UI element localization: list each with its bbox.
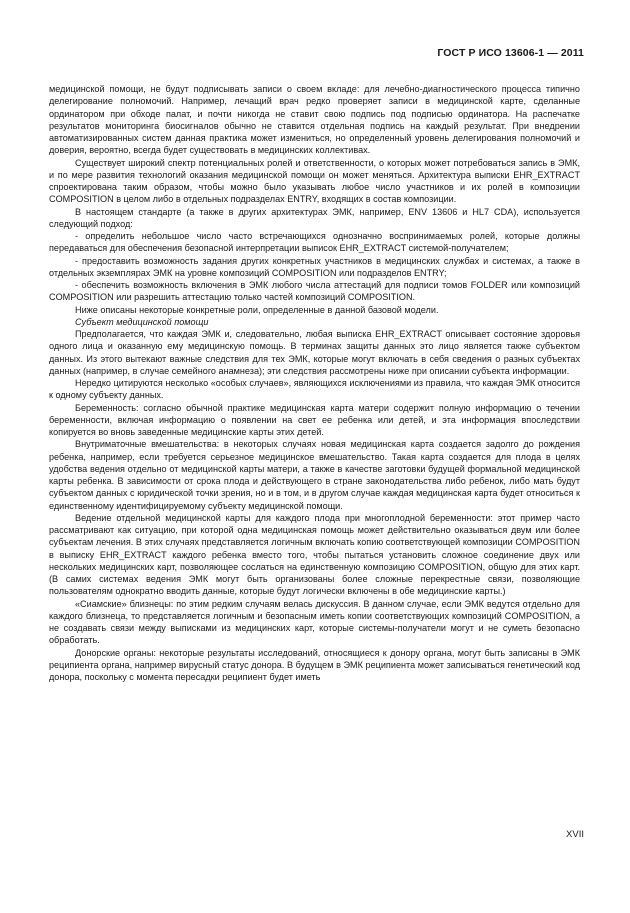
list-item: - определить небольшое число часто встречающихся однозначно воспринимаемых ролей, которые должны передаваться для обеспечения безопасной интерпретации выписок EHR_EXTRACT системой-получателем; bbox=[49, 231, 580, 254]
body-text bbox=[49, 83, 580, 683]
paragraph: Донорские органы: некоторые результаты исследований, относящиеся к донору органа, могут быть записаны в ЭМК реципиента органа, например вирусный статус донора. В будущем в ЭМК реципиента может записываться генетический код донора, поскольку с момента пересадки реципиент будет иметь bbox=[49, 647, 580, 682]
list-item: - обеспечить возможность включения в ЭМК любого числа аттестаций для подписи томов FOLDER или композиций COMPOSITION или разрешить аттестацию только частей композиций COMPOSITION. bbox=[49, 280, 580, 303]
paragraph: Существует широкий спектр потенциальных ролей и ответственности, о которых может потребоваться запись в ЭМК, и по мере развития технологий оказания медицинской помощи он может меняться. Архитектура выписки EHR_EXTRACT спроектирована таким образом, чтобы можно было указывать любое число участников и их ролей в композиции COMPOSITION в целом либо в отдельных подразделах ENTRY, входящих в состав композиции. bbox=[49, 157, 580, 205]
paragraph: Внутриматочные вмешательства: в некоторых случаях новая медицинская карта создается задолго до рождения ребенка, например, если требуется серьезное медицинское вмешательство. Такая карта создается для плода в целях удобства ведения отдельно от медицинской карты матери, а также в качестве заготовки будущей формальной медицинской карты ребенка. В зависимости от срока плода и действующего в стране законодательства либо ребенок, либо мать будут субъектом данных с юридической точки зрения, но и в том, и в другом случае каждая медицинская карта будет относиться к единственному идентифицируемому субъекту медицинской помощи. bbox=[49, 439, 580, 511]
list-item: - предоставить возможность задания других конкретных участников в медицинских службах и системах, а также в отдельных экземплярах ЭМК на уровне композиций COMPOSITION или подразделов ENTRY; bbox=[49, 255, 580, 278]
paragraph: Нередко цитируются несколько «особых случаев», являющихся исключениями из правила, что каждая ЭМК относится к одному субъекту данных. bbox=[49, 378, 580, 401]
paragraph: «Сиамские» близнецы: по этим редким случаям велась дискуссия. В данном случае, если ЭМК ведутся отдельно для каждого близнеца, то представляется логичным и безопасным иметь копии соответствующих композиций COMPOSITION, а не создавать связи между выписками из медицинских карт, которые системы-получатели могут и не суметь безопасно обработать. bbox=[49, 598, 580, 646]
page-number: XVII bbox=[566, 829, 584, 840]
subsection-heading: Субъект медицинской помощи bbox=[75, 316, 209, 327]
paragraph: В настоящем стандарте (а также в других архитектурах ЭМК, например, ENV 13606 и HL7 CDA), используется следующий подход: bbox=[49, 206, 580, 229]
paragraph: Ведение отдельной медицинской карты для каждого плода при многоплодной беременности: этот пример часто рассматривают как ситуацию, при которой одна медицинская помощь может действительно оказываться двум или более субъектам лечения. В этих случаях представляется логичным включать копию соответствующей композиции COMPOSITION в выписку EHR_EXTRACT каждого ребенка вместо того, чтобы пытаться установить сложное соединение двух или нескольких медицинских карт, позволяющее сослаться на единственную композицию COMPOSITION, общую для этих карт. (В самих системах ведения ЭМК могут быть организованы более сложные перекрестные связи, позволяющие пользователям однократно вводить данные, которые будут логически включены в обе медицинские карты.) bbox=[49, 512, 580, 597]
running-header: ГОСТ Р ИСО 13606-1 — 2011 bbox=[437, 47, 584, 59]
paragraph: Предполагается, что каждая ЭМК и, следовательно, любая выписка EHR_EXTRACT описывает состояние здоровья одного лица и оказанную ему медицинскую помощь. В терминах защиты данных это лицо является также субъектом данных. Из этого вытекают важные следствия для тех ЭМК, которые могут включать в себя сведения о разных субъектах данных (например, в случае семейного анамнеза); эти следствия рассмотрены ниже при описании субъекта информации. bbox=[49, 329, 580, 376]
paragraph: Ниже описаны некоторые конкретные роли, определенные в данной базовой модели. bbox=[75, 304, 439, 315]
paragraph: Беременность: согласно обычной практике медицинская карта матери содержит полную информацию о течении беременности, включая информацию о появлении на свет ее ребенка или детей, и эта информация впоследствии копируется во вновь заведенные медицинские карты этих детей. bbox=[49, 402, 580, 437]
paragraph: медицинской помощи, не будут подписывать записи о своем вкладе: для лечебно-диагностического процесса типично делегирование полномочий. Например, лечащий врач редко проверяет записи в медицинской карте, сделанные ординатором при обходе палат, и почти никогда не ставит свою подпись под подписью ординатора. На распечатке результатов мониторинга биосигналов обычно не ставится отдельная подпись на каждый результат. При внедрении автоматизированных систем данная практика может измениться, но определенный уровень делегирования полномочий и доверия, вероятно, всегда будет существовать в медицинских коллективах. bbox=[49, 84, 580, 156]
